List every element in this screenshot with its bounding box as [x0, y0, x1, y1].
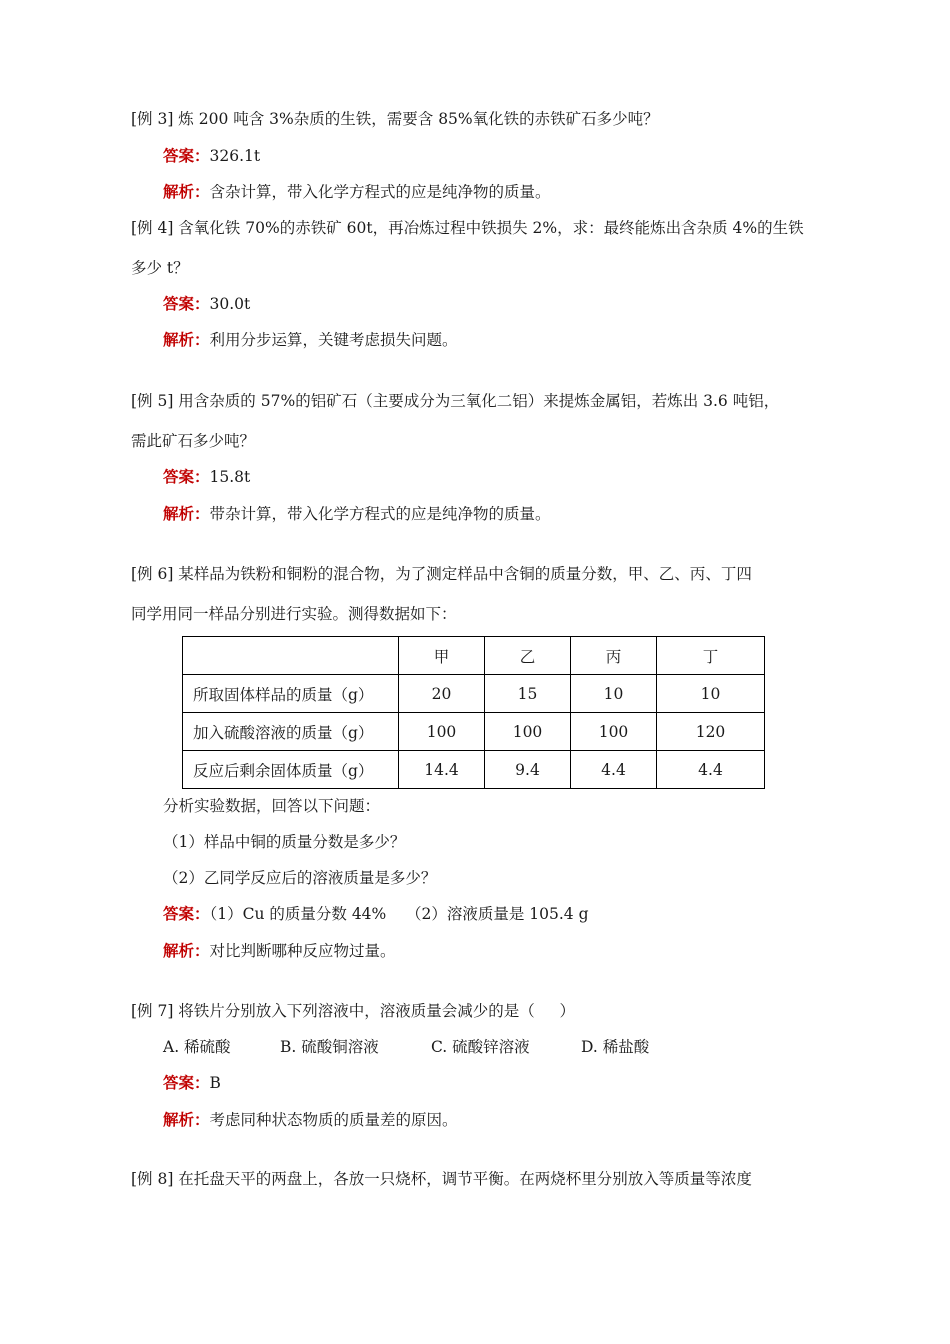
- ex5-question-line2: 需此矿石多少吨？: [131, 432, 256, 450]
- ex4-question-line2: 多少 t？: [131, 259, 189, 277]
- answer-text: 30.0t: [209, 295, 251, 313]
- experiment-data-table: [182, 636, 765, 789]
- table-header-cell: 乙: [485, 637, 571, 675]
- table-cell: 9.4: [485, 751, 571, 789]
- ex8-question: [例 8] 在托盘天平的两盘上，各放一只烧杯，调节平衡。在两烧杯里分别放入等质量等浓度: [131, 1170, 752, 1188]
- option-d: D. 稀盐酸: [581, 1038, 650, 1056]
- ex6-prompt: 分析实验数据，回答以下问题：: [163, 797, 381, 815]
- answer-label: 答案：: [163, 904, 210, 923]
- table-cell: 20: [399, 675, 485, 713]
- answer-label: 答案：: [163, 294, 210, 313]
- table-cell: 100: [485, 713, 571, 751]
- analysis-text: 含杂计算，带入化学方程式的应是纯净物的质量。: [209, 183, 551, 201]
- table-cell: 120: [657, 713, 765, 751]
- table-cell: 10: [571, 675, 657, 713]
- ex4-analysis: [163, 328, 458, 350]
- answer-text: （1）Cu 的质量分数 44% （2）溶液质量是 105.4 g: [209, 905, 589, 923]
- answer-label: 答案：: [163, 1073, 210, 1092]
- answer-label: 答案：: [163, 146, 210, 165]
- ex7-answer: [163, 1071, 221, 1093]
- ex7-options: [163, 1035, 649, 1057]
- table-cell: 15: [485, 675, 571, 713]
- ex5-question-line1: [例 5] 用含杂质的 57%的铝矿石（主要成分为三氧化二铝）来提炼金属铝，若炼出 3.6 吨铝，: [131, 392, 780, 410]
- ex3-question: [例 3] 炼 200 吨含 3%杂质的生铁，需要含 85%氧化铁的赤铁矿石多少吨？: [131, 110, 659, 128]
- ex4-answer: [163, 292, 250, 314]
- ex3-analysis: [163, 180, 551, 202]
- analysis-text: 对比判断哪种反应物过量。: [209, 942, 396, 960]
- ex6-question-line1: [例 6] 某样品为铁粉和铜粉的混合物，为了测定样品中含铜的质量分数，甲、乙、丙、丁四: [131, 565, 752, 583]
- table-row-label: 反应后剩余固体质量（g）: [183, 751, 399, 789]
- analysis-label: 解析：: [163, 330, 210, 349]
- analysis-text: 利用分步运算，关键考虑损失问题。: [209, 331, 458, 349]
- table-header-cell: 丙: [571, 637, 657, 675]
- ex4-question-line1: [例 4] 含氧化铁 70%的赤铁矿 60t，再冶炼过程中铁损失 2%，求：最终能炼出含杂质 4%的生铁: [131, 219, 804, 237]
- answer-label: 答案：: [163, 467, 210, 486]
- table-header-cell: 丁: [657, 637, 765, 675]
- table-cell: 100: [571, 713, 657, 751]
- table-header-cell: 甲: [399, 637, 485, 675]
- ex6-analysis: [163, 939, 396, 961]
- ex6-question-line2: 同学用同一样品分别进行实验。测得数据如下：: [131, 605, 457, 623]
- answer-text: B: [209, 1074, 221, 1092]
- analysis-text: 考虑同种状态物质的质量差的原因。: [209, 1111, 458, 1129]
- answer-text: 15.8t: [209, 468, 251, 486]
- option-b: B. 硫酸铜溶液: [280, 1038, 379, 1056]
- table-row-label: 加入硫酸溶液的质量（g）: [183, 713, 399, 751]
- table-row: [183, 751, 765, 789]
- ex3-answer: [163, 144, 260, 166]
- ex7-question: [例 7] 将铁片分别放入下列溶液中，溶液质量会减少的是（ ）: [131, 1002, 575, 1020]
- analysis-label: 解析：: [163, 182, 210, 201]
- analysis-label: 解析：: [163, 504, 210, 523]
- table-row: [183, 675, 765, 713]
- ex7-analysis: [163, 1108, 458, 1130]
- ex6-subquestion-2: （2）乙同学反应后的溶液质量是多少？: [163, 869, 437, 887]
- table-row: [183, 713, 765, 751]
- ex6-subquestion-1: （1）样品中铜的质量分数是多少？: [163, 833, 406, 851]
- table-cell: 10: [657, 675, 765, 713]
- ex5-analysis: [163, 502, 551, 524]
- table-row-label: 所取固体样品的质量（g）: [183, 675, 399, 713]
- table-header-row: [183, 637, 765, 675]
- ex6-answer: [163, 902, 589, 924]
- option-c: C. 硫酸锌溶液: [431, 1038, 530, 1056]
- table-cell: 14.4: [399, 751, 485, 789]
- table-cell: 4.4: [657, 751, 765, 789]
- table-header-cell: [183, 637, 399, 675]
- analysis-label: 解析：: [163, 941, 210, 960]
- analysis-label: 解析：: [163, 1110, 210, 1129]
- table-cell: 100: [399, 713, 485, 751]
- table-cell: 4.4: [571, 751, 657, 789]
- ex5-answer: [163, 465, 250, 487]
- analysis-text: 带杂计算，带入化学方程式的应是纯净物的质量。: [209, 505, 551, 523]
- answer-text: 326.1t: [209, 147, 261, 165]
- option-a: A. 稀硫酸: [163, 1038, 231, 1056]
